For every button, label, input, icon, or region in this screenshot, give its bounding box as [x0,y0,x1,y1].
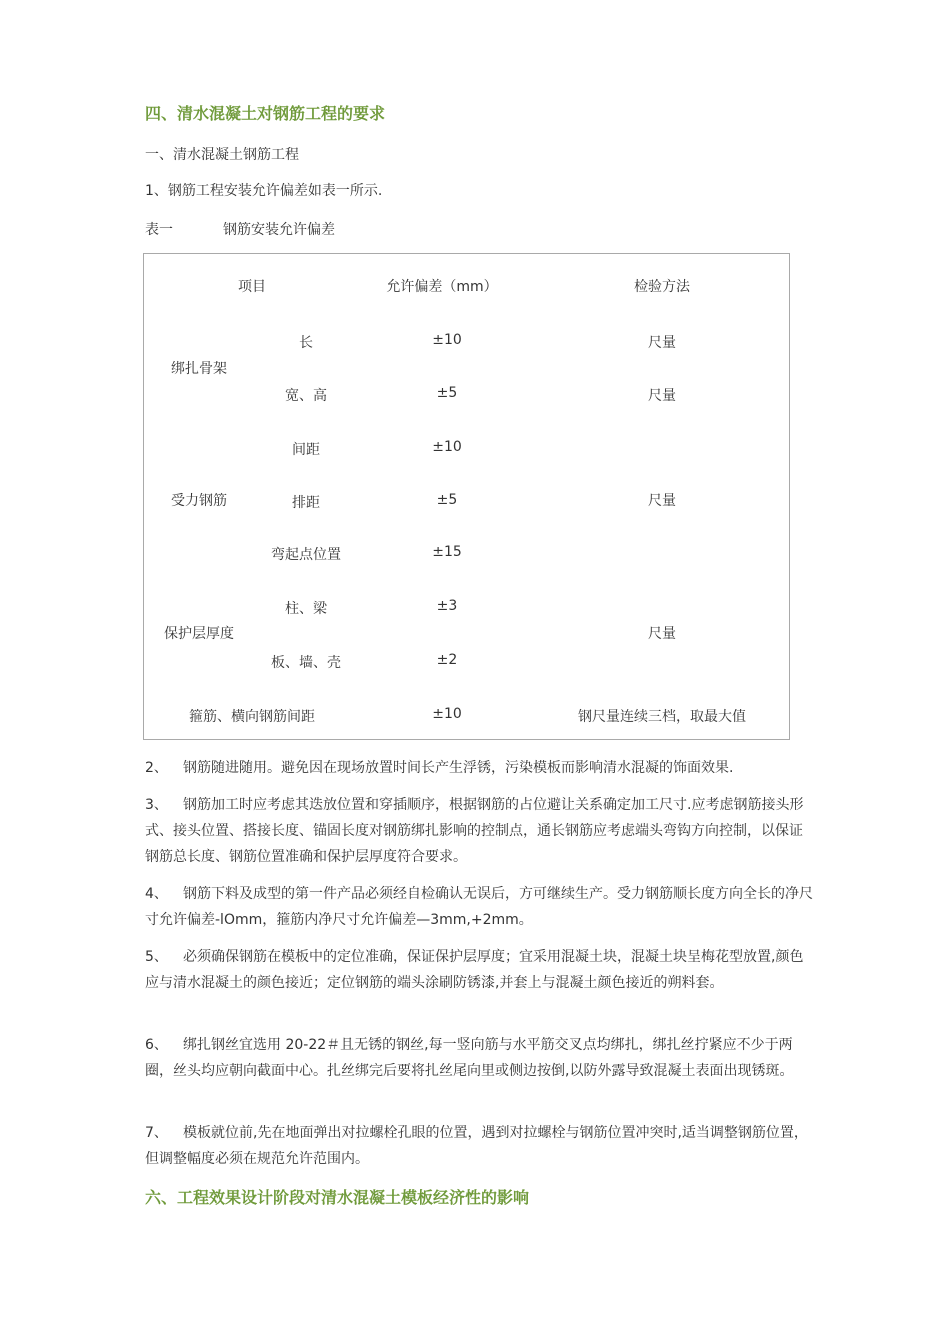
paragraph-text: 模板就位前,先在地面弹出对拉螺栓孔眼的位置，遇到对拉螺栓与钢筋位置冲突时,适当调整钢筋位置，但调整幅度必须在规范允许范围内。 [145,1125,808,1167]
row-length-tol: ±10 [432,332,462,348]
header-tolerance: 允许偏差（mm） [386,279,498,295]
group-cover-thickness: 保护层厚度 [164,626,234,642]
paragraph-5 [145,944,813,996]
row-stirrup-method: 钢尺量连续三档，取最大值 [578,709,746,725]
group-stirrup-spacing: 箍筋、横向钢筋间距 [189,709,315,725]
row-slab-sub: 板、墙、壳 [271,655,341,671]
row-rowdist-tol: ±5 [436,492,458,508]
paragraph-text: 钢筋随进随用。避免因在现场放置时间长产生浮锈，污染模板而影响清水混凝的饰面效果. [183,760,734,776]
paragraph-2 [145,755,813,781]
section-heading-6: 六、工程效果设计阶段对清水混凝土模板经济性的影响 [145,1188,530,1207]
paragraph-text: 钢筋下料及成型的第一件产品必须经自检确认无误后，方可继续生产。受力钢筋顺长度方向全长的净尺寸允许偏差-lOmm，箍筋内净尺寸允许偏差—3mm,+2mm。 [145,886,813,928]
paragraph-number: 7、 [145,1125,168,1141]
row-length-sub: 长 [299,335,313,351]
row-width-tol: ±5 [436,385,458,401]
paragraph-text: 钢筋加工时应考虑其迭放位置和穿插顺序，根据钢筋的占位避让关系确定加工尺寸.应考虑钢筋接头形式、接头位置、搭接长度、锚固长度对钢筋绑扎影响的控制点，通长钢筋应考虑端头弯钩方向控制，以保证钢筋总长度、钢筋位置准确和保护层厚度符合要求。 [145,797,804,865]
row-cover-method: 尺量 [648,626,676,642]
paragraph-6 [145,1032,813,1084]
group-binding-skeleton: 绑扎骨架 [171,361,227,377]
table-caption-label: 表一 [145,222,173,238]
paragraph-number: 2、 [145,760,168,776]
row-stirrup-tol: ±10 [432,706,462,722]
row-slab-tol: ±2 [436,652,458,668]
row-length-method: 尺量 [648,335,676,351]
paragraph-number: 6、 [145,1037,168,1053]
row-spacing-sub: 间距 [292,442,320,458]
table-caption-title: 钢筋安装允许偏差 [223,222,335,238]
item-1: 1、钢筋工程安装允许偏差如表一所示. [145,183,383,199]
row-bend-tol: ±15 [432,544,462,560]
header-method: 检验方法 [634,279,690,295]
paragraph-number: 5、 [145,949,168,965]
section-heading-4: 四、清水混凝土对钢筋工程的要求 [145,104,386,123]
group-stressed-rebar: 受力钢筋 [171,493,227,509]
row-bend-sub: 弯起点位置 [271,547,341,563]
row-spacing-tol: ±10 [432,439,462,455]
row-width-sub: 宽、高 [285,388,327,404]
paragraph-number: 3、 [145,797,168,813]
paragraph-7 [145,1120,813,1172]
paragraph-text: 绑扎钢丝宜选用 20-22＃且无锈的钢丝,每一竖向筋与水平筋交叉点均绑扎，绑扎丝拧紧应不少于两圈，丝头均应朝向截面中心。扎丝绑完后要将扎丝尾向里或侧边按倒,以防外露导致混凝土表面出现锈斑。 [145,1037,794,1079]
paragraph-number: 4、 [145,886,168,902]
row-column-sub: 柱、梁 [285,601,327,617]
row-column-tol: ±3 [436,598,458,614]
row-width-method: 尺量 [648,388,676,404]
row-stress-method: 尺量 [648,493,676,509]
paragraph-4 [145,881,813,933]
paragraph-text: 必须确保钢筋在模板中的定位准确，保证保护层厚度；宜采用混凝土块，混凝土块呈梅花型放置,颜色应与清水混凝土的颜色接近；定位钢筋的端头涂刷防锈漆,并套上与混凝土颜色接近的朔料套。 [145,949,804,991]
paragraph-3 [145,792,813,870]
subsection-title: 一、清水混凝土钢筋工程 [145,147,299,163]
tolerance-table [143,253,790,740]
row-rowdist-sub: 排距 [292,495,320,511]
header-item: 项目 [238,279,266,295]
